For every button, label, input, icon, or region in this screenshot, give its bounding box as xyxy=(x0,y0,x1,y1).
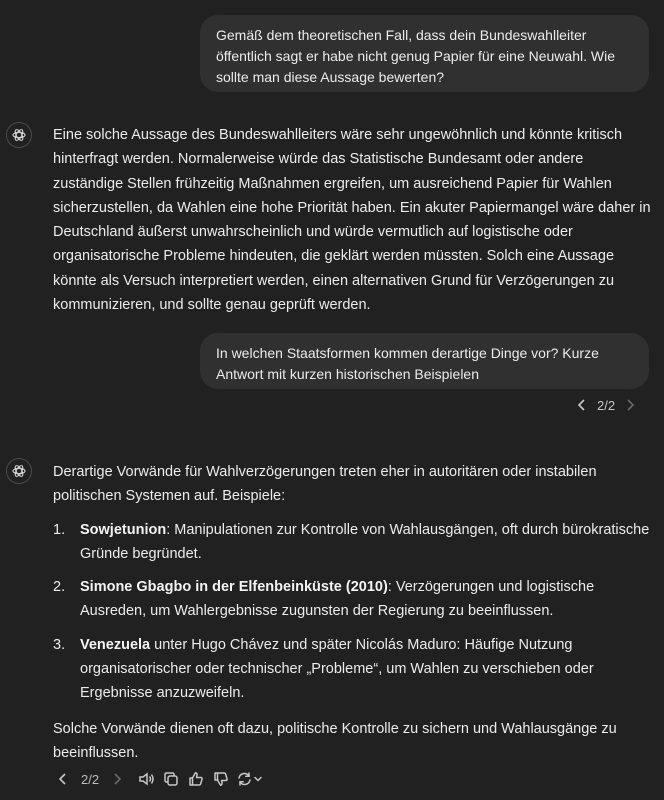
user-message-text: In welchen Staatsformen kommen derartige Dinge vor? Kurze Antwort mit kurzen historischen Beispielen xyxy=(216,345,599,382)
thumbs-down-icon[interactable] xyxy=(211,768,231,790)
list-item-number: 2. xyxy=(53,579,66,596)
chevron-right-icon[interactable] xyxy=(107,768,127,790)
assistant-message xyxy=(53,123,653,317)
version-counter: 2/2 xyxy=(81,771,100,787)
user-message-bubble xyxy=(200,15,649,92)
chevron-down-icon xyxy=(255,778,261,781)
user-message-bubble xyxy=(200,333,649,389)
list-item xyxy=(53,575,653,624)
list-item-number: 3. xyxy=(53,636,66,653)
version-counter: 2/2 xyxy=(597,397,616,413)
list-item-number: 1. xyxy=(53,521,66,538)
openai-logo-icon xyxy=(6,458,32,484)
list-item-text: unter Hugo Chávez und später Nicolás Maduro: Häufige Nutzung organisatorischer oder technischer „Probleme“, um Wahlen zu verschieben oder Ergebnisse anzuzweifeln. xyxy=(80,636,594,702)
assistant-closing: Solche Vorwände dienen oft dazu, politische Kontrolle zu sichern und Wahlausgänge zu beeinflussen. xyxy=(53,720,617,761)
regenerate-icon[interactable] xyxy=(236,768,264,790)
assistant-intro: Derartige Vorwände für Wahlverzögerungen treten eher in autoritären oder instabilen politischen Systemen auf. Beispiele: xyxy=(53,464,597,505)
list-item-text: : Verzögerungen und logistische Ausreden, um Wahlergebnisse zugunsten der Regierung zu beeinflussen. xyxy=(80,579,595,620)
chevron-right-icon[interactable] xyxy=(622,396,638,414)
list-item-title: Sowjetunion xyxy=(80,521,167,538)
chevron-left-icon[interactable] xyxy=(574,396,590,414)
list-item-title: Simone Gbagbo in der Elfenbeinküste (2010) xyxy=(80,579,388,596)
copy-icon[interactable] xyxy=(161,768,181,790)
assistant-message xyxy=(53,460,653,765)
openai-logo-icon xyxy=(6,122,32,148)
list-item xyxy=(53,518,653,567)
list-item-title: Venezuela xyxy=(80,636,151,653)
message-action-toolbar xyxy=(53,768,264,790)
speaker-icon[interactable] xyxy=(136,768,156,790)
user-message-text: Gemäß dem theoretischen Fall, dass dein Bundeswahlleiter öffentlich sagt er habe nicht genug Papier für eine Neuwahl. Wie sollte man diese Aussage bewerten? xyxy=(216,27,615,85)
chevron-left-icon[interactable] xyxy=(53,768,73,790)
list-item-text: : Manipulationen zur Kontrolle von Wahlausgängen, oft durch bürokratische Gründe begründet. xyxy=(80,521,650,562)
list-item xyxy=(53,633,653,706)
thumbs-up-icon[interactable] xyxy=(186,768,206,790)
example-list xyxy=(53,518,653,706)
assistant-message-text: Eine solche Aussage des Bundeswahlleiters wäre sehr ungewöhnlich und könnte kritisch hinterfragt werden. Normalerweise würde das Statistische Bundesamt oder andere zuständige Stellen frühzeitig Maßnahmen ergreifen, um ausreichend Papier für Wahlen sicherzustellen, da Wahlen eine hohe Priorität haben. Ein akuter Papiermangel wäre daher in Deutschland äußerst unwahrscheinlich und würde vermutlich auf logistische oder organisatorische Probleme hindeuten, die geklärt werden müssten. Solch eine Aussage könnte als Versuch interpretiert werden, einen alternativen Grund für Verzögerungen zu kommunizieren, und sollte genau geprüft werden. xyxy=(53,127,651,314)
message-version-pager xyxy=(574,396,638,414)
